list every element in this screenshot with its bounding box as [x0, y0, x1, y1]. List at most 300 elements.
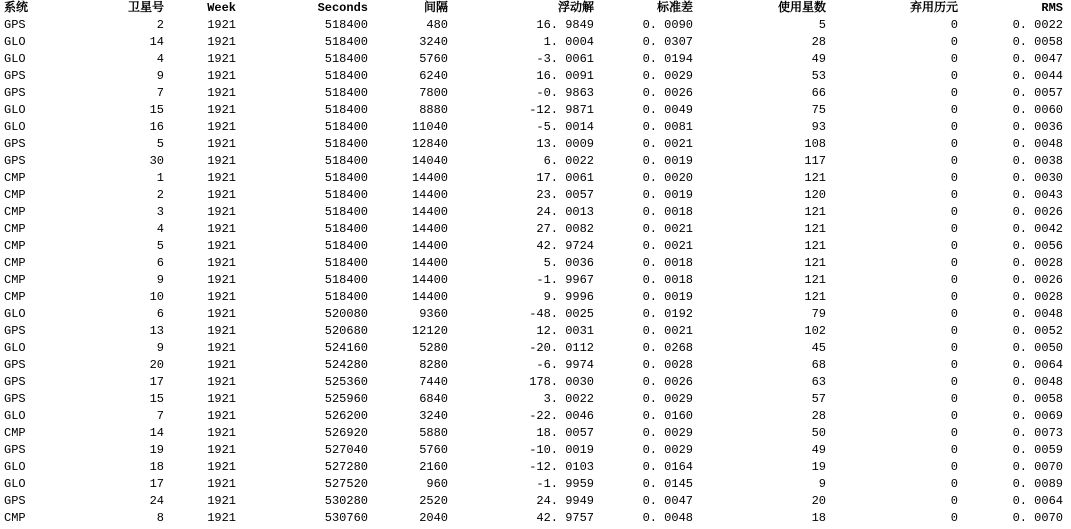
- cell-seconds: 530280: [324, 494, 368, 508]
- cell-rms: 0. 0058: [1012, 392, 1063, 406]
- cell-interval: 480: [426, 18, 448, 32]
- table-row: [0, 289, 1071, 306]
- cell-rms: 0. 0042: [1012, 222, 1063, 236]
- cell-system: CMP: [4, 273, 26, 287]
- cell-seconds: 525960: [324, 392, 368, 406]
- table-row: [0, 51, 1071, 68]
- cell-std-deviation: 0. 0021: [642, 222, 693, 236]
- cell-rms: 0. 0038: [1012, 154, 1063, 168]
- cell-rms: 0. 0047: [1012, 52, 1063, 66]
- cell-week: 1921: [207, 120, 236, 134]
- cell-week: 1921: [207, 290, 236, 304]
- cell-seconds: 527040: [324, 443, 368, 457]
- cell-discarded-epochs: 0: [950, 69, 958, 83]
- cell-float-solution: 6. 0022: [543, 154, 594, 168]
- cell-float-solution: 3. 0022: [543, 392, 594, 406]
- cell-rms: 0. 0043: [1012, 188, 1063, 202]
- cell-satellite-number: 17: [149, 477, 164, 491]
- cell-std-deviation: 0. 0018: [642, 256, 693, 270]
- cell-week: 1921: [207, 154, 236, 168]
- cell-satellites-used: 108: [804, 137, 826, 151]
- cell-satellite-number: 3: [156, 205, 164, 219]
- cell-rms: 0. 0022: [1012, 18, 1063, 32]
- cell-seconds: 524280: [324, 358, 368, 372]
- cell-week: 1921: [207, 358, 236, 372]
- cell-satellites-used: 45: [811, 341, 826, 355]
- table-header: [0, 0, 1071, 17]
- cell-system: CMP: [4, 239, 26, 253]
- cell-discarded-epochs: 0: [950, 290, 958, 304]
- cell-satellites-used: 121: [804, 290, 826, 304]
- header-row: [0, 0, 1071, 17]
- cell-system: CMP: [4, 188, 26, 202]
- cell-system: GPS: [4, 358, 26, 372]
- table-row: [0, 340, 1071, 357]
- cell-system: CMP: [4, 290, 26, 304]
- cell-satellites-used: 120: [804, 188, 826, 202]
- cell-satellite-number: 9: [156, 69, 164, 83]
- column-header-satellite-number: 卫星号: [127, 1, 164, 15]
- cell-discarded-epochs: 0: [950, 103, 958, 117]
- cell-float-solution: 24. 9949: [536, 494, 594, 508]
- table-row: [0, 170, 1071, 187]
- cell-satellite-number: 5: [156, 137, 164, 151]
- table-row: [0, 102, 1071, 119]
- cell-float-solution: 9. 9996: [543, 290, 594, 304]
- cell-seconds: 518400: [324, 35, 368, 49]
- cell-rms: 0. 0059: [1012, 443, 1063, 457]
- table-row: [0, 204, 1071, 221]
- cell-discarded-epochs: 0: [950, 341, 958, 355]
- cell-float-solution: -6. 9974: [536, 358, 594, 372]
- cell-seconds: 518400: [324, 188, 368, 202]
- cell-satellites-used: 79: [811, 307, 826, 321]
- cell-satellites-used: 18: [811, 511, 826, 525]
- cell-system: GPS: [4, 137, 26, 151]
- cell-rms: 0. 0057: [1012, 86, 1063, 100]
- cell-week: 1921: [207, 52, 236, 66]
- cell-week: 1921: [207, 188, 236, 202]
- cell-rms: 0. 0030: [1012, 171, 1063, 185]
- cell-discarded-epochs: 0: [950, 239, 958, 253]
- cell-system: CMP: [4, 171, 26, 185]
- cell-interval: 12120: [411, 324, 448, 338]
- cell-interval: 11040: [411, 120, 448, 134]
- cell-satellite-number: 6: [156, 307, 164, 321]
- cell-satellites-used: 19: [811, 460, 826, 474]
- cell-seconds: 518400: [324, 69, 368, 83]
- cell-satellite-number: 19: [149, 443, 164, 457]
- cell-system: GPS: [4, 375, 26, 389]
- cell-std-deviation: 0. 0026: [642, 375, 693, 389]
- table-row: [0, 459, 1071, 476]
- cell-rms: 0. 0044: [1012, 69, 1063, 83]
- cell-satellite-number: 8: [156, 511, 164, 525]
- cell-satellite-number: 13: [149, 324, 164, 338]
- cell-satellite-number: 17: [149, 375, 164, 389]
- cell-rms: 0. 0028: [1012, 256, 1063, 270]
- cell-interval: 8280: [419, 358, 448, 372]
- cell-std-deviation: 0. 0020: [642, 171, 693, 185]
- cell-std-deviation: 0. 0029: [642, 443, 693, 457]
- table-row: [0, 374, 1071, 391]
- cell-week: 1921: [207, 324, 236, 338]
- cell-week: 1921: [207, 341, 236, 355]
- cell-satellite-number: 10: [149, 290, 164, 304]
- cell-rms: 0. 0070: [1012, 511, 1063, 525]
- cell-interval: 14400: [411, 222, 448, 236]
- cell-interval: 3240: [419, 409, 448, 423]
- cell-seconds: 530760: [324, 511, 368, 525]
- cell-float-solution: -48. 0025: [529, 307, 594, 321]
- cell-week: 1921: [207, 18, 236, 32]
- cell-float-solution: 42. 9757: [536, 511, 594, 525]
- column-header-std-deviation: 标准差: [656, 1, 693, 15]
- cell-satellites-used: 49: [811, 443, 826, 457]
- cell-week: 1921: [207, 69, 236, 83]
- table-row: [0, 306, 1071, 323]
- cell-float-solution: -3. 0061: [536, 52, 594, 66]
- cell-seconds: 518400: [324, 137, 368, 151]
- cell-week: 1921: [207, 256, 236, 270]
- cell-seconds: 518400: [324, 18, 368, 32]
- cell-float-solution: -5. 0014: [536, 120, 594, 134]
- cell-satellite-number: 4: [156, 222, 164, 236]
- cell-discarded-epochs: 0: [950, 324, 958, 338]
- cell-discarded-epochs: 0: [950, 171, 958, 185]
- cell-satellites-used: 20: [811, 494, 826, 508]
- cell-rms: 0. 0064: [1012, 494, 1063, 508]
- cell-system: GPS: [4, 392, 26, 406]
- cell-interval: 14400: [411, 256, 448, 270]
- cell-system: GPS: [4, 494, 26, 508]
- cell-rms: 0. 0073: [1012, 426, 1063, 440]
- cell-week: 1921: [207, 273, 236, 287]
- cell-discarded-epochs: 0: [950, 256, 958, 270]
- cell-week: 1921: [207, 375, 236, 389]
- cell-seconds: 527520: [324, 477, 368, 491]
- cell-week: 1921: [207, 392, 236, 406]
- cell-seconds: 520080: [324, 307, 368, 321]
- cell-seconds: 518400: [324, 205, 368, 219]
- cell-satellite-number: 14: [149, 35, 164, 49]
- cell-satellite-number: 6: [156, 256, 164, 270]
- cell-std-deviation: 0. 0049: [642, 103, 693, 117]
- cell-system: CMP: [4, 426, 26, 440]
- cell-satellite-number: 24: [149, 494, 164, 508]
- cell-satellite-number: 20: [149, 358, 164, 372]
- cell-interval: 2160: [419, 460, 448, 474]
- table-row: [0, 357, 1071, 374]
- cell-satellite-number: 2: [156, 18, 164, 32]
- table-row: [0, 323, 1071, 340]
- cell-system: GPS: [4, 18, 26, 32]
- cell-float-solution: -0. 9863: [536, 86, 594, 100]
- cell-std-deviation: 0. 0021: [642, 324, 693, 338]
- cell-week: 1921: [207, 443, 236, 457]
- table-row: [0, 153, 1071, 170]
- cell-seconds: 524160: [324, 341, 368, 355]
- cell-satellites-used: 53: [811, 69, 826, 83]
- cell-system: GPS: [4, 69, 26, 83]
- cell-float-solution: -20. 0112: [529, 341, 594, 355]
- cell-system: GLO: [4, 35, 26, 49]
- cell-week: 1921: [207, 409, 236, 423]
- cell-interval: 14400: [411, 205, 448, 219]
- cell-seconds: 518400: [324, 120, 368, 134]
- table-row: [0, 442, 1071, 459]
- cell-satellite-number: 7: [156, 86, 164, 100]
- cell-satellite-number: 7: [156, 409, 164, 423]
- cell-std-deviation: 0. 0081: [642, 120, 693, 134]
- cell-float-solution: 23. 0057: [536, 188, 594, 202]
- cell-std-deviation: 0. 0029: [642, 69, 693, 83]
- cell-week: 1921: [207, 137, 236, 151]
- cell-std-deviation: 0. 0029: [642, 426, 693, 440]
- table-body: [0, 17, 1071, 527]
- cell-week: 1921: [207, 103, 236, 117]
- cell-float-solution: 18. 0057: [536, 426, 594, 440]
- cell-rms: 0. 0060: [1012, 103, 1063, 117]
- cell-std-deviation: 0. 0192: [642, 307, 693, 321]
- column-header-system: 系统: [4, 1, 29, 15]
- cell-satellites-used: 5: [818, 18, 826, 32]
- cell-system: GLO: [4, 460, 26, 474]
- cell-system: GLO: [4, 120, 26, 134]
- cell-float-solution: 13. 0009: [536, 137, 594, 151]
- table-row: [0, 476, 1071, 493]
- cell-interval: 12840: [411, 137, 448, 151]
- cell-rms: 0. 0036: [1012, 120, 1063, 134]
- cell-week: 1921: [207, 477, 236, 491]
- cell-seconds: 527280: [324, 460, 368, 474]
- cell-week: 1921: [207, 239, 236, 253]
- cell-std-deviation: 0. 0018: [642, 273, 693, 287]
- cell-seconds: 518400: [324, 273, 368, 287]
- table-row: [0, 238, 1071, 255]
- cell-float-solution: 16. 9849: [536, 18, 594, 32]
- cell-satellites-used: 121: [804, 171, 826, 185]
- column-header-interval: 间隔: [423, 1, 448, 15]
- cell-satellites-used: 57: [811, 392, 826, 406]
- cell-seconds: 518400: [324, 52, 368, 66]
- cell-interval: 14400: [411, 273, 448, 287]
- cell-interval: 7440: [419, 375, 448, 389]
- cell-satellites-used: 121: [804, 256, 826, 270]
- cell-discarded-epochs: 0: [950, 273, 958, 287]
- cell-rms: 0. 0070: [1012, 460, 1063, 474]
- cell-system: GPS: [4, 154, 26, 168]
- cell-satellites-used: 68: [811, 358, 826, 372]
- cell-week: 1921: [207, 35, 236, 49]
- cell-interval: 5280: [419, 341, 448, 355]
- cell-discarded-epochs: 0: [950, 409, 958, 423]
- cell-std-deviation: 0. 0019: [642, 154, 693, 168]
- cell-satellites-used: 117: [804, 154, 826, 168]
- cell-seconds: 518400: [324, 222, 368, 236]
- table-row: [0, 510, 1071, 527]
- cell-interval: 7800: [419, 86, 448, 100]
- column-header-rms: RMS: [1041, 1, 1063, 15]
- cell-std-deviation: 0. 0307: [642, 35, 693, 49]
- cell-satellites-used: 49: [811, 52, 826, 66]
- cell-satellites-used: 50: [811, 426, 826, 440]
- cell-discarded-epochs: 0: [950, 375, 958, 389]
- cell-rms: 0. 0048: [1012, 307, 1063, 321]
- cell-float-solution: -10. 0019: [529, 443, 594, 457]
- cell-satellites-used: 66: [811, 86, 826, 100]
- cell-system: GLO: [4, 52, 26, 66]
- cell-satellite-number: 1: [156, 171, 164, 185]
- cell-std-deviation: 0. 0160: [642, 409, 693, 423]
- cell-discarded-epochs: 0: [950, 392, 958, 406]
- cell-discarded-epochs: 0: [950, 137, 958, 151]
- cell-satellite-number: 14: [149, 426, 164, 440]
- cell-discarded-epochs: 0: [950, 443, 958, 457]
- cell-rms: 0. 0064: [1012, 358, 1063, 372]
- table-row: [0, 34, 1071, 51]
- cell-rms: 0. 0069: [1012, 409, 1063, 423]
- cell-float-solution: 178. 0030: [529, 375, 594, 389]
- cell-float-solution: -1. 9959: [536, 477, 594, 491]
- cell-std-deviation: 0. 0019: [642, 290, 693, 304]
- cell-satellites-used: 28: [811, 409, 826, 423]
- table-row: [0, 187, 1071, 204]
- cell-satellite-number: 9: [156, 273, 164, 287]
- cell-rms: 0. 0048: [1012, 137, 1063, 151]
- cell-discarded-epochs: 0: [950, 86, 958, 100]
- cell-float-solution: 12. 0031: [536, 324, 594, 338]
- cell-seconds: 518400: [324, 103, 368, 117]
- cell-discarded-epochs: 0: [950, 52, 958, 66]
- cell-interval: 6840: [419, 392, 448, 406]
- cell-interval: 9360: [419, 307, 448, 321]
- cell-interval: 14400: [411, 290, 448, 304]
- cell-float-solution: 5. 0036: [543, 256, 594, 270]
- cell-std-deviation: 0. 0048: [642, 511, 693, 525]
- cell-week: 1921: [207, 222, 236, 236]
- cell-satellite-number: 9: [156, 341, 164, 355]
- cell-std-deviation: 0. 0026: [642, 86, 693, 100]
- cell-satellite-number: 2: [156, 188, 164, 202]
- cell-rms: 0. 0089: [1012, 477, 1063, 491]
- cell-discarded-epochs: 0: [950, 460, 958, 474]
- cell-system: GLO: [4, 477, 26, 491]
- cell-rms: 0. 0026: [1012, 205, 1063, 219]
- cell-interval: 14040: [411, 154, 448, 168]
- cell-rms: 0. 0026: [1012, 273, 1063, 287]
- cell-system: GPS: [4, 324, 26, 338]
- cell-satellites-used: 28: [811, 35, 826, 49]
- cell-std-deviation: 0. 0018: [642, 205, 693, 219]
- cell-system: CMP: [4, 511, 26, 525]
- cell-std-deviation: 0. 0021: [642, 137, 693, 151]
- cell-system: GLO: [4, 341, 26, 355]
- cell-satellites-used: 102: [804, 324, 826, 338]
- cell-float-solution: 27. 0082: [536, 222, 594, 236]
- cell-interval: 14400: [411, 239, 448, 253]
- table-row: [0, 272, 1071, 289]
- cell-std-deviation: 0. 0090: [642, 18, 693, 32]
- cell-satellite-number: 15: [149, 392, 164, 406]
- cell-discarded-epochs: 0: [950, 18, 958, 32]
- column-header-satellites-used: 使用星数: [777, 1, 826, 15]
- cell-discarded-epochs: 0: [950, 307, 958, 321]
- cell-interval: 6240: [419, 69, 448, 83]
- column-header-discarded-epochs: 弃用历元: [909, 1, 958, 15]
- cell-std-deviation: 0. 0021: [642, 239, 693, 253]
- cell-interval: 8880: [419, 103, 448, 117]
- cell-discarded-epochs: 0: [950, 358, 958, 372]
- cell-interval: 2040: [419, 511, 448, 525]
- cell-rms: 0. 0056: [1012, 239, 1063, 253]
- table-row: [0, 425, 1071, 442]
- cell-system: GLO: [4, 103, 26, 117]
- cell-seconds: 518400: [324, 86, 368, 100]
- cell-seconds: 525360: [324, 375, 368, 389]
- cell-week: 1921: [207, 460, 236, 474]
- cell-rms: 0. 0048: [1012, 375, 1063, 389]
- cell-std-deviation: 0. 0194: [642, 52, 693, 66]
- cell-float-solution: 1. 0004: [543, 35, 594, 49]
- table-row: [0, 68, 1071, 85]
- cell-system: GLO: [4, 409, 26, 423]
- cell-interval: 3240: [419, 35, 448, 49]
- table-row: [0, 136, 1071, 153]
- cell-rms: 0. 0058: [1012, 35, 1063, 49]
- cell-seconds: 526920: [324, 426, 368, 440]
- cell-std-deviation: 0. 0029: [642, 392, 693, 406]
- cell-rms: 0. 0052: [1012, 324, 1063, 338]
- table-row: [0, 391, 1071, 408]
- cell-satellites-used: 9: [818, 477, 826, 491]
- cell-satellite-number: 4: [156, 52, 164, 66]
- cell-system: CMP: [4, 256, 26, 270]
- table-row: [0, 255, 1071, 272]
- cell-rms: 0. 0028: [1012, 290, 1063, 304]
- cell-interval: 5880: [419, 426, 448, 440]
- cell-discarded-epochs: 0: [950, 205, 958, 219]
- cell-satellites-used: 63: [811, 375, 826, 389]
- cell-week: 1921: [207, 86, 236, 100]
- cell-discarded-epochs: 0: [950, 222, 958, 236]
- cell-satellite-number: 16: [149, 120, 164, 134]
- cell-interval: 960: [426, 477, 448, 491]
- cell-discarded-epochs: 0: [950, 154, 958, 168]
- cell-seconds: 520680: [324, 324, 368, 338]
- cell-float-solution: -22. 0046: [529, 409, 594, 423]
- cell-seconds: 518400: [324, 154, 368, 168]
- cell-float-solution: -1. 9967: [536, 273, 594, 287]
- table-row: [0, 85, 1071, 102]
- cell-discarded-epochs: 0: [950, 120, 958, 134]
- cell-discarded-epochs: 0: [950, 511, 958, 525]
- table-row: [0, 17, 1071, 34]
- cell-satellites-used: 121: [804, 239, 826, 253]
- cell-system: GPS: [4, 443, 26, 457]
- cell-float-solution: -12. 0103: [529, 460, 594, 474]
- cell-week: 1921: [207, 511, 236, 525]
- cell-satellite-number: 30: [149, 154, 164, 168]
- cell-week: 1921: [207, 205, 236, 219]
- column-header-seconds: Seconds: [317, 1, 368, 15]
- cell-interval: 5760: [419, 52, 448, 66]
- cell-float-solution: -12. 9871: [529, 103, 594, 117]
- cell-float-solution: 16. 0091: [536, 69, 594, 83]
- cell-seconds: 518400: [324, 256, 368, 270]
- table-row: [0, 493, 1071, 510]
- cell-seconds: 518400: [324, 239, 368, 253]
